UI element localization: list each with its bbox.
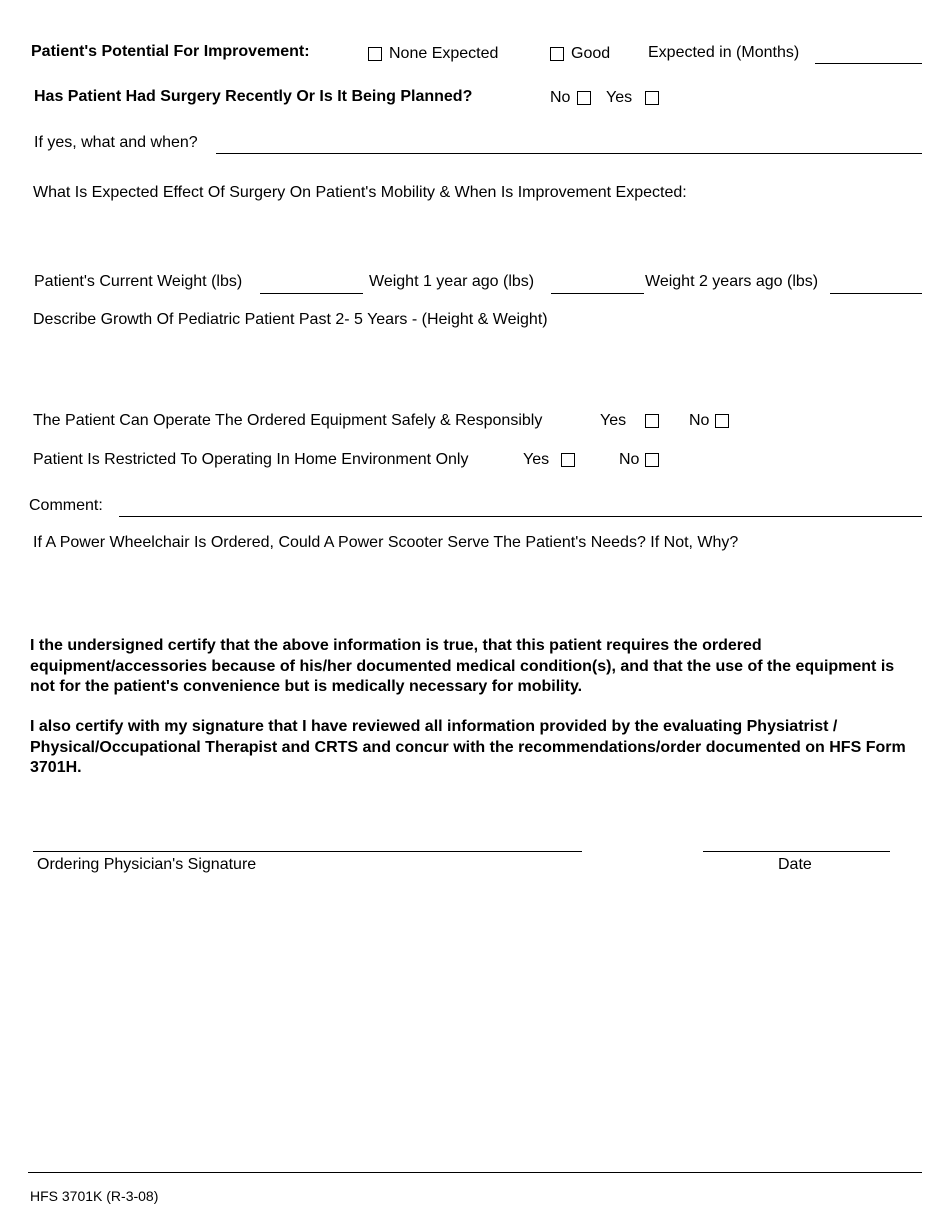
expected-months-label: Expected in (Months) — [648, 44, 800, 61]
current-weight-label: Patient's Current Weight (lbs) — [34, 273, 243, 290]
operate-yes-label: Yes — [600, 412, 627, 429]
expected-months-field[interactable] — [815, 63, 922, 64]
date-label: Date — [778, 856, 812, 873]
none-expected-label: None Expected — [389, 45, 499, 62]
footer-divider — [28, 1172, 922, 1173]
scooter-question: If A Power Wheelchair Is Ordered, Could A Power Scooter Serve The Patient's Needs? If Not, Why? — [33, 534, 739, 551]
operate-no-checkbox[interactable] — [715, 414, 729, 428]
one-year-weight-field[interactable] — [551, 293, 644, 294]
date-field[interactable] — [703, 851, 890, 852]
restricted-question: Patient Is Restricted To Operating In Home Environment Only — [33, 451, 469, 468]
none-expected-checkbox[interactable] — [368, 47, 382, 61]
comment-label: Comment: — [29, 497, 103, 514]
current-weight-field[interactable] — [260, 293, 363, 294]
certification-paragraph-2: I also certify with my signature that I have reviewed all information provided by the evaluating Physiatrist / Physical/Occupational Therapist and CRTS and concur with the recommendations/order documented on HFS Form 3701H. — [30, 718, 906, 776]
surgery-no-checkbox[interactable] — [577, 91, 591, 105]
signature-label: Ordering Physician's Signature — [37, 856, 257, 873]
surgery-yes-label: Yes — [606, 89, 633, 106]
restricted-no-checkbox[interactable] — [645, 453, 659, 467]
surgery-yes-checkbox[interactable] — [645, 91, 659, 105]
one-year-weight-label: Weight 1 year ago (lbs) — [369, 273, 535, 290]
restricted-yes-checkbox[interactable] — [561, 453, 575, 467]
comment-field[interactable] — [119, 516, 922, 517]
two-years-weight-label: Weight 2 years ago (lbs) — [645, 273, 819, 290]
if-yes-label: If yes, what and when? — [34, 134, 198, 151]
restricted-yes-label: Yes — [523, 451, 550, 468]
surgery-effect-label: What Is Expected Effect Of Surgery On Patient's Mobility & When Is Improvement Expected: — [33, 184, 687, 201]
two-years-weight-field[interactable] — [830, 293, 922, 294]
operate-question: The Patient Can Operate The Ordered Equipment Safely & Responsibly — [33, 412, 543, 429]
surgery-question: Has Patient Had Surgery Recently Or Is It Being Planned? — [34, 88, 473, 105]
operate-yes-checkbox[interactable] — [645, 414, 659, 428]
operate-no-label: No — [689, 412, 710, 429]
good-checkbox[interactable] — [550, 47, 564, 61]
if-yes-field[interactable] — [216, 153, 922, 154]
surgery-no-label: No — [550, 89, 571, 106]
good-label: Good — [571, 45, 611, 62]
form-id: HFS 3701K (R-3-08) — [30, 1188, 159, 1204]
certification-paragraph-1: I the undersigned certify that the above information is true, that this patient requires the ordered equipment/accessories because of his/her documented medical condition(s), and that the use of the equipment is not for the patient's convenience but is medically necessary for mobility. — [30, 637, 895, 695]
restricted-no-label: No — [619, 451, 640, 468]
growth-label: Describe Growth Of Pediatric Patient Past 2- 5 Years - (Height & Weight) — [33, 311, 548, 328]
potential-label: Patient's Potential For Improvement: — [31, 43, 310, 60]
signature-field[interactable] — [33, 851, 582, 852]
